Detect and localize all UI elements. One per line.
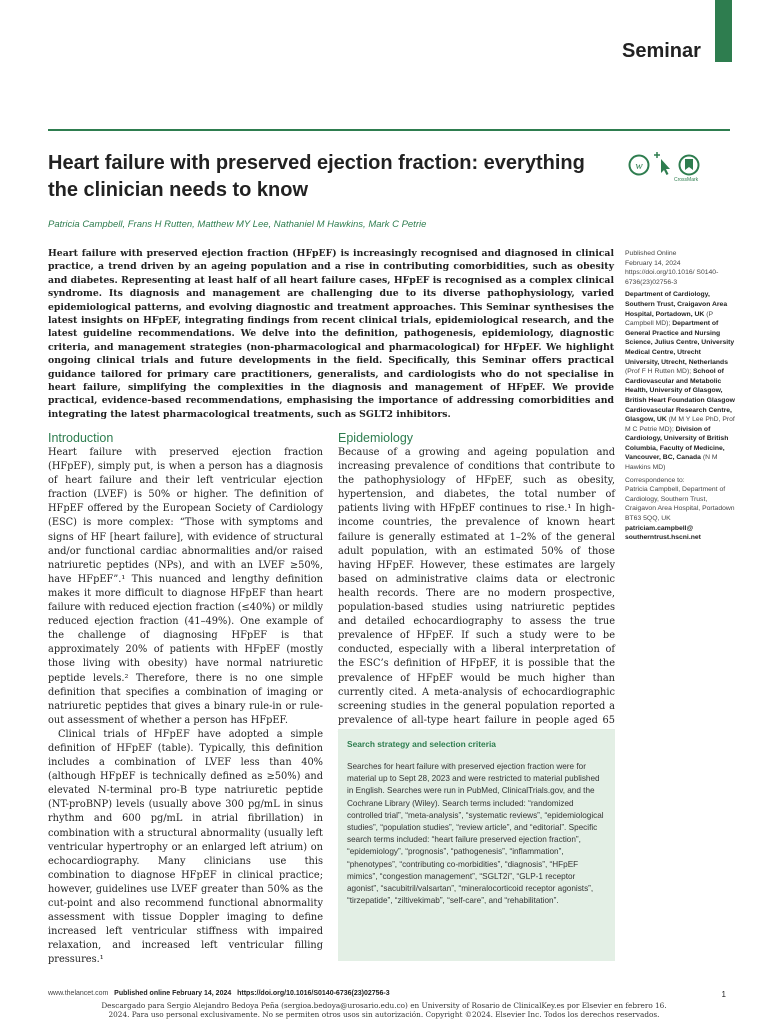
panel-title: Search strategy and selection criteria	[347, 739, 496, 749]
journal-site[interactable]: www.thelancet.com	[48, 990, 109, 997]
section-label: Seminar	[622, 40, 701, 62]
affiliation-4-authors: (N M Hawkins MD)	[625, 454, 718, 472]
affiliation-1-authors: (P Campbell MD);	[625, 310, 713, 328]
open-access-icon[interactable]	[628, 154, 650, 176]
cursor-icon	[652, 150, 672, 176]
header-rule	[48, 129, 730, 131]
crossmark-icon[interactable]	[678, 154, 700, 176]
correspondence-address: Patricia Campbell, Department of Cardiology, Southern Trust, Craigavon Area Hospital, Portadown BT63 5QQ, UK	[625, 486, 735, 523]
affiliation-4: Division of Cardiology, University of British Columbia, Faculty of Medicine, Vancouver, BC, Canada	[625, 425, 729, 462]
affiliation-2-authors: (Prof F H Rutten MD);	[625, 368, 692, 376]
doi-link[interactable]: https://doi.org/10.1016/ S0140-6736(23)02756-3	[625, 269, 719, 286]
download-line-1: Descargado para Sergio Alejandro Bedoya Peña (sergioa.bedoya@urosario.edu.co) en University of Rosario de ClinicalKey.es por Elsevier en febrero 16.	[101, 1001, 667, 1010]
svg-text:w: w	[635, 160, 643, 172]
affiliation-1: Department of Cardiology, Southern Trust, Craigavon Area Hospital, Portadown, UK	[625, 291, 728, 318]
article-icons	[626, 150, 730, 190]
abstract: Heart failure with preserved ejection fraction (HFpEF) is increasingly recognised and diagnosed in clinical practice, a trend driven by an ageing population and a rise in contributing comorbidities, such as obesity and diabetes. Representing at least half of all heart failure cases, HFpEF is recognised as a complex clinical syndrome. Its diagnosis and management are challenging due to its diverse pathophysiology, varied epidemiological patterns, and evolving diagnostic and treatment approaches. This Seminar synthesises the latest insights on HFpEF, integrating findings from recent clinical trials, epidemiological research, and the latest guideline recommendations. We delve into the definition, pathogenesis, epidemiology, diagnostic criteria, and management strategies (non-pharmacological and pharmacological) for HFpEF. We highlight ongoing clinical trials and future developments in the field. Specifically, this Seminar offers practical guidance tailored for primary care practitioners, generalists, and cardiologists who do not specialise in heart failure, simplifying the complexities in the diagnosis and management of HFpEF. We provide practical, evidence-based recommendations, emphasising the importance of addressing comorbidities and integrating the latest pharmacological treatments, such as SGLT2 inhibitors.	[48, 248, 614, 420]
affiliations	[625, 290, 735, 472]
page-footer	[48, 990, 730, 997]
download-notice	[48, 1001, 720, 1019]
affiliation-3: School of Cardiovascular and Metabolic Health, University of Glasgow, British Heart Foundation Glasgow Cardiovascular Research Centre, Glasgow, UK	[625, 368, 735, 424]
correspondence	[625, 476, 735, 543]
crossmark-label: CrossMark	[674, 177, 699, 183]
correspondence-label: Correspondence to:	[625, 476, 685, 484]
published-date: February 14, 2024	[625, 259, 681, 267]
affiliation-2: Department of General Practice and Nursing Science, Julius Centre, University Medical Centre, Utrecht University, Utrecht, Netherlands	[625, 320, 735, 366]
page-number: 1	[721, 990, 726, 999]
published-label: Published Online	[625, 250, 677, 257]
correspondence-email[interactable]: patriciam.campbell@ southerntrust.hscni.net	[625, 524, 701, 542]
article-sidebar	[625, 249, 735, 546]
section-color-bar	[715, 0, 732, 62]
author-list: Patricia Campbell, Frans H Rutten, Matthew MY Lee, Nathaniel M Hawkins, Mark C Petrie	[48, 219, 427, 230]
download-line-2: 2024. Para uso personal exclusivamente. No se permiten otros usos sin autorización. Copyright ©2024. Elsevier Inc. Todos los derechos reservados.	[108, 1010, 660, 1019]
introduction-paragraph-1: Heart failure with preserved ejection fraction (HFpEF), simply put, is when a person has a diagnosis of heart failure and their left ventricular ejection fraction (LVEF) is 50% or higher. The definition of HFpEF offered by the European Society of Cardiology (ESC) is more complex: “Those with symptoms and signs of HF [heart failure], with evidence of structural and/or functional cardiac abnormalities and/or raised natriuretic peptides (NPs), and with an LVEF ≥50%, have HFpEF”.¹ This nuanced and lengthy definition makes it more difficult to diagnose HFpEF than heart failure with reduced ejection fraction (≤40%) or mildly reduced ejection fraction (41–49%). One example of the challenge of diagnosing HFpEF is that approximately 20% of patients with HFpEF (mostly those living with obesity) have normal natriuretic peptide levels.² Therefore, there is no one simple definition that specifies a combination of imaging or natriuretic peptides that gives a binary rule-in or rule-out assessment of whether a person has HFpEF.	[48, 447, 323, 726]
introduction-section	[48, 430, 323, 967]
epidemiology-paragraph-1: Because of a growing and ageing population and increasing prevalence of conditions that contribute to the pathophysiology of HFpEF, such as obesity, hypertension, and diabetes, the total number of patients living with HFpEF continues to rise.¹ In high-income countries, the prevalence of known heart failure is generally estimated at 1–2% of the general adult population, with an estimated 50% of those having HFpEF. However, these estimates are largely based on administrative claims data or electronic health records. There are no modern prospective, population-based studies using natriuretic peptides and detailed echocardiography to assess the true prevalence of HFpEF. If such a study were to be conducted, especially with a liberal interpretation of the ESC’s definition of HFpEF, it is possible that the prevalence of HFpEF would be much higher than currently cited. A meta-analysis of echocardiographic screening studies in the general population reported a prevalence of all-type heart failure in people aged 65	[338, 447, 615, 726]
footer-doi[interactable]: https://doi.org/10.1016/S0140-6736(23)02756-3	[237, 990, 390, 997]
footer-published: Published online February 14, 2024	[114, 990, 232, 997]
introduction-heading: Introduction	[48, 431, 114, 445]
publication-info	[625, 249, 735, 287]
panel-text: Searches for heart failure with preserved ejection fraction were for material up to Sept 28, 2023 and were restricted to material published in English. Searches were run in PubMed, ClinicalTrials.gov, and the Cochrane Library (Wiley). Search terms included: “randomized controlled trial”, “meta-analysis”, “systematic reviews”, “epidemiological studies”, “population studies”, “review article”, and “editorial”. Specific search terms included: “heart failure preserved ejection fraction”, “epidemiology”, “prognosis”, “pathogenesis”, “inflammation”, “phenotypes”, “contributing co-morbidities”, “diagnosis”, “HFpEF mimics”, “congestion management”, “SGLT2i”, “GLP-1 receptor agonist”, “sacubitril/valsartan”, “mineralocorticoid receptor agonists”, “tirzepatide”, “ziltivekimab”, “self-care”, and “rehabilitation”.	[347, 762, 604, 906]
article-title: Heart failure with preserved ejection fraction: everything the clinician needs to know	[48, 152, 585, 201]
introduction-paragraph-2: Clinical trials of HFpEF have adopted a simple definition of HFpEF (table). Typically, this definition includes a combination of LVEF less than 40% (although HFpEF is technically defined as ≥50%) and elevated N-terminal pro-B type natriuretic peptide (NT-proBNP) levels (usually above 300 pg/mL in sinus rhythm and 600 pg/mL in atrial fibrillation) in combination with a structural abnormality (usually left ventricular hypertrophy or an enlarged left atrium) on echocardiography. Many clinicians use this combination to diagnose HFpEF in clinical practice; however, guidelines use LVEF greater than 50% as the cut-point and also recommend functional abnormality assessment with tissue Doppler imaging to define increased left ventricular stiffness with impaired relaxation, and increased left ventricular filling pressures.¹	[48, 728, 323, 966]
epidemiology-section	[338, 430, 615, 742]
affiliation-3-authors: (M M Y Lee PhD, Prof M C Petrie MD);	[625, 416, 735, 433]
epidemiology-heading: Epidemiology	[338, 431, 414, 445]
search-strategy-panel	[338, 729, 615, 961]
